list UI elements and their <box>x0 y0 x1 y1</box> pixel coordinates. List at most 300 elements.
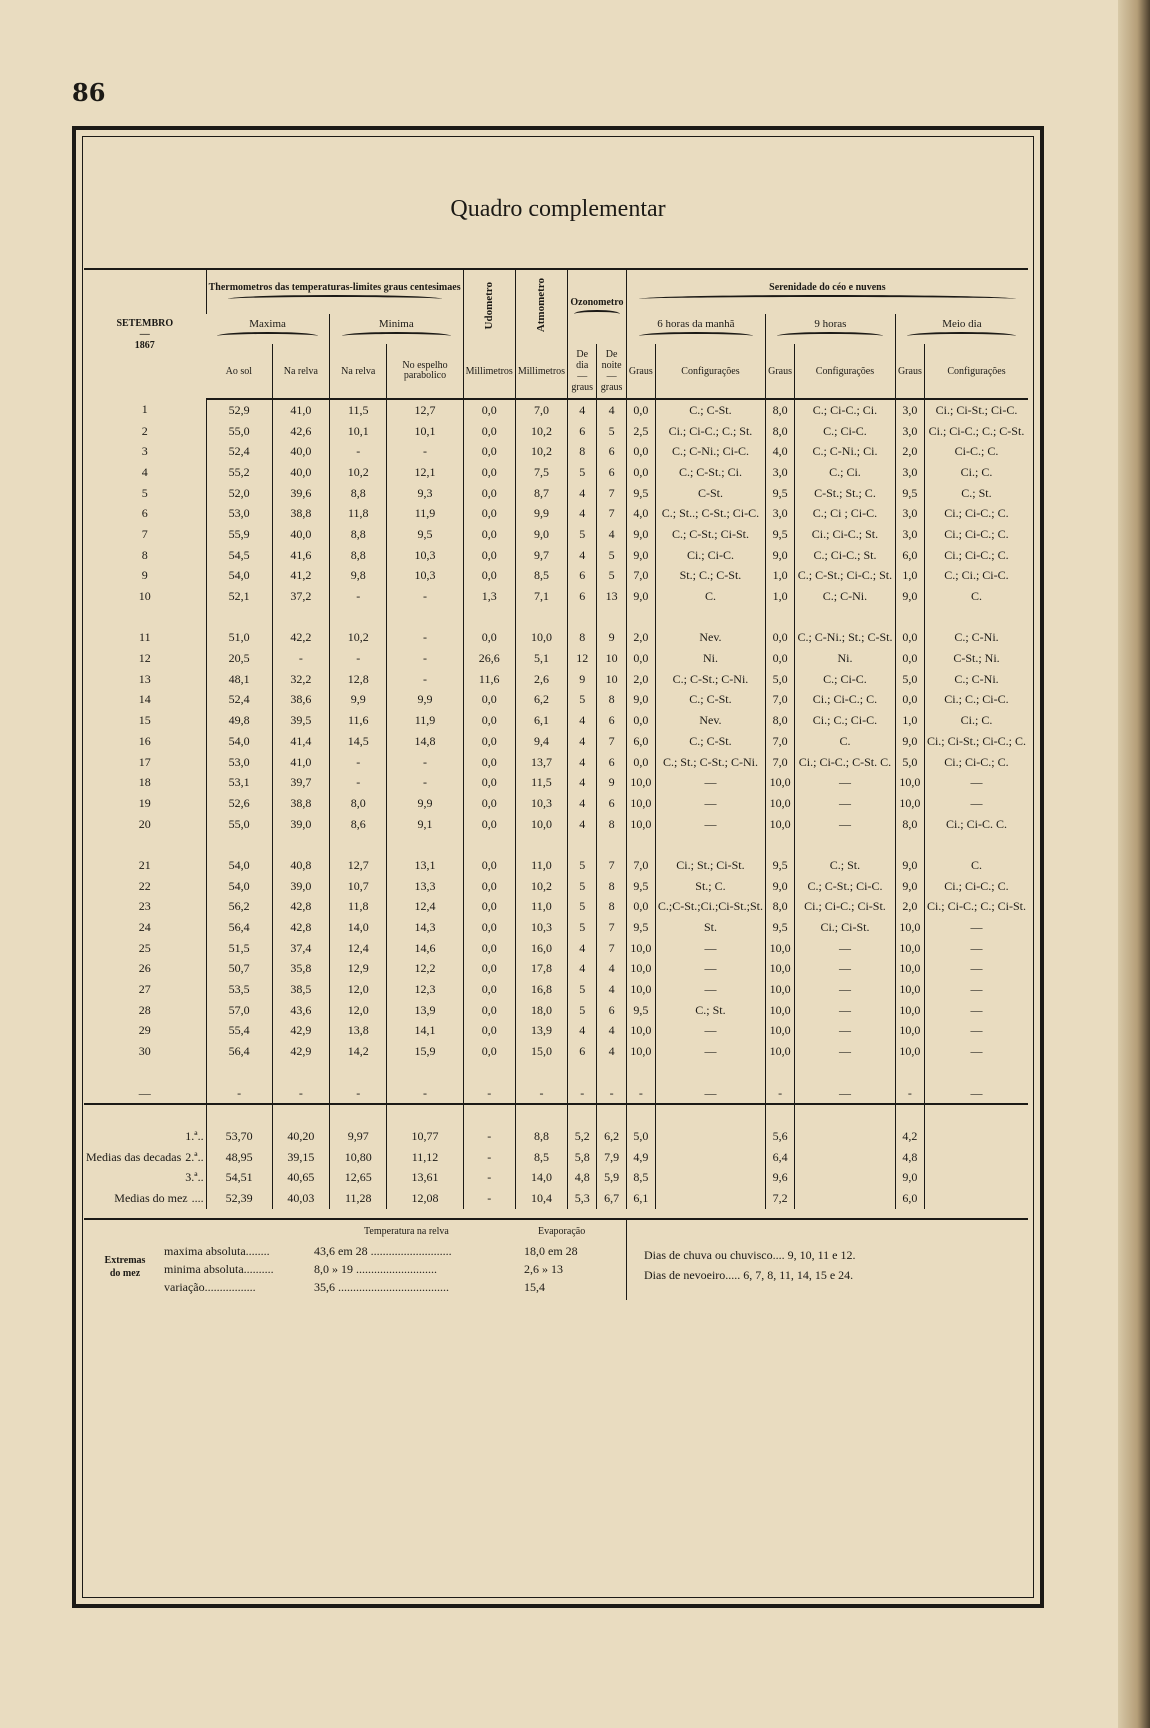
medias-cell: 40,65 <box>272 1167 329 1188</box>
table-cell: 4 <box>597 1021 626 1042</box>
table-cell: 54,0 <box>206 566 272 587</box>
table-cell: 0,0 <box>463 752 515 773</box>
medias-cell <box>655 1167 765 1188</box>
table-cell: 10,0 <box>626 1021 655 1042</box>
medias-cell <box>924 1147 1028 1168</box>
table-cell: 43,6 <box>272 1000 329 1021</box>
table-cell: 54,0 <box>206 876 272 897</box>
day-cell: 8 <box>141 547 148 562</box>
table-cell: - <box>330 752 387 773</box>
medias-cell: 8,8 <box>515 1126 567 1147</box>
table-cell: 4,0 <box>766 441 795 462</box>
medias-cell: - <box>463 1147 515 1168</box>
table-cell: - <box>387 772 463 793</box>
table-cell: 0,0 <box>463 772 515 793</box>
table-cell: 10,0 <box>626 1041 655 1062</box>
table-cell: — <box>795 1041 896 1062</box>
table-row <box>84 1000 1028 1021</box>
medias-cell: 40,03 <box>272 1188 329 1209</box>
table-cell: 7,0 <box>766 731 795 752</box>
table-cell: 0,0 <box>463 959 515 980</box>
table-cell: C-St. <box>655 483 765 504</box>
table-cell: C.; St. <box>924 483 1028 504</box>
table-cell: 39,0 <box>272 814 329 835</box>
table-cell: 9,9 <box>330 690 387 711</box>
table-cell: 42,8 <box>272 917 329 938</box>
table-cell: 38,5 <box>272 979 329 1000</box>
decade-gap <box>84 607 1028 628</box>
table-cell: 8,0 <box>766 421 795 442</box>
table-cell: 8 <box>597 814 626 835</box>
table-cell: 57,0 <box>206 1000 272 1021</box>
table-cell: 0,0 <box>626 897 655 918</box>
table-cell: 55,4 <box>206 1021 272 1042</box>
table-cell: 9,0 <box>515 524 567 545</box>
day-cell: 25 <box>138 940 151 955</box>
table-cell: C.; C-Ni. <box>924 669 1028 690</box>
table-cell: 10,0 <box>515 814 567 835</box>
table-cell: 8 <box>597 897 626 918</box>
medias-cell: 4,8 <box>895 1147 924 1168</box>
table-cell: 9,5 <box>626 483 655 504</box>
table-cell: 12,2 <box>387 959 463 980</box>
table-cell: 6,1 <box>515 710 567 731</box>
table-cell: 5 <box>568 462 597 483</box>
ao-sol-header: Ao sol <box>206 344 272 399</box>
table-cell: 16,0 <box>515 938 567 959</box>
table-cell: 0,0 <box>463 545 515 566</box>
table-cell: 54,5 <box>206 545 272 566</box>
table-cell: 9,0 <box>895 586 924 607</box>
medias-decadas-label: Medias das decadas <box>86 1149 182 1164</box>
table-cell: 9,0 <box>895 855 924 876</box>
medias-decada-row <box>84 1126 1028 1147</box>
medias-cell: 53,70 <box>206 1126 272 1147</box>
table-cell: 13,8 <box>330 1021 387 1042</box>
table-cell: — <box>655 1021 765 1042</box>
table-cell: 53,0 <box>206 752 272 773</box>
table-cell: 6 <box>597 710 626 731</box>
table-cell: 4 <box>597 1041 626 1062</box>
table-row <box>84 566 1028 587</box>
table-row <box>84 1083 1028 1105</box>
table-cell: 10,0 <box>895 772 924 793</box>
table-cell: 9,1 <box>387 814 463 835</box>
table-cell: - <box>387 752 463 773</box>
table-cell: 40,0 <box>272 462 329 483</box>
table-cell: 6 <box>568 421 597 442</box>
table-cell: 8,5 <box>515 566 567 587</box>
table-cell: 9,5 <box>766 917 795 938</box>
table-cell: C.; Ci-C.; St. <box>795 545 896 566</box>
table-cell: 6 <box>597 462 626 483</box>
table-cell: 53,5 <box>206 979 272 1000</box>
table-cell: 0,0 <box>626 399 655 421</box>
day-cell: 28 <box>138 1002 151 1017</box>
medias-cell: 8,5 <box>626 1167 655 1188</box>
table-cell: 4 <box>568 1021 597 1042</box>
serenidade-header: Serenidade do céo e nuvens <box>626 269 1028 314</box>
medias-cell <box>924 1126 1028 1147</box>
table-cell: 15,9 <box>387 1041 463 1062</box>
table-cell: — <box>655 772 765 793</box>
table-cell: 10,2 <box>515 876 567 897</box>
table-row <box>84 690 1028 711</box>
table-cell: 0,0 <box>463 855 515 876</box>
table-cell: 5,0 <box>766 669 795 690</box>
table-cell: 8,7 <box>515 483 567 504</box>
medias-cell <box>655 1126 765 1147</box>
medias-cell: 8,5 <box>515 1147 567 1168</box>
table-cell: 12,4 <box>330 938 387 959</box>
table-cell: Ni. <box>655 648 765 669</box>
medias-cell: 9,0 <box>895 1167 924 1188</box>
day-cell: 17 <box>138 754 151 769</box>
table-cell: - <box>330 1083 387 1105</box>
table-cell: - <box>387 669 463 690</box>
table-cell: 52,6 <box>206 793 272 814</box>
table-cell: 9,4 <box>515 731 567 752</box>
day-cell: 23 <box>138 899 151 914</box>
data-table <box>84 268 1028 1209</box>
table-cell: C.; C-St.; Ci-C. <box>795 876 896 897</box>
table-cell: 0,0 <box>895 628 924 649</box>
na-relva-max-header: Na relva <box>272 344 329 399</box>
day-cell: 22 <box>138 878 151 893</box>
extrema-name: variação................. <box>164 1280 256 1294</box>
medias-cell: 52,39 <box>206 1188 272 1209</box>
config-md-header: Configurações <box>924 344 1028 399</box>
medias-cell: - <box>463 1167 515 1188</box>
table-cell: 12,1 <box>387 462 463 483</box>
maxima-header: Maxima <box>206 314 329 344</box>
table-cell: 2,0 <box>626 669 655 690</box>
table-cell: 6 <box>597 1000 626 1021</box>
table-cell: 10,0 <box>766 1021 795 1042</box>
medias-cell: 5,8 <box>568 1147 597 1168</box>
table-cell: 12,0 <box>330 1000 387 1021</box>
table-cell: 9 <box>597 628 626 649</box>
table-cell: Ci.; C.; Ci-C. <box>795 710 896 731</box>
table-cell: 42,8 <box>272 897 329 918</box>
table-cell: 8 <box>597 876 626 897</box>
table-cell: 4 <box>568 545 597 566</box>
table-cell: C.; C-St. <box>655 731 765 752</box>
table-cell: 0,0 <box>463 690 515 711</box>
table-cell: 52,1 <box>206 586 272 607</box>
table-cell: 7 <box>597 855 626 876</box>
table-cell: 3,0 <box>766 503 795 524</box>
table-cell: 10,0 <box>766 772 795 793</box>
medias-label <box>84 1126 206 1147</box>
table-cell: 7 <box>597 483 626 504</box>
table-cell: 10,0 <box>626 979 655 1000</box>
table-cell: 15,0 <box>515 1041 567 1062</box>
extrema-temp: 35,6 ..................................... <box>314 1280 449 1294</box>
day-cell: 5 <box>141 485 148 500</box>
table-cell: Ci.; Ci-C.; C.; St. <box>655 421 765 442</box>
table-cell: 6 <box>568 1041 597 1062</box>
table-cell: 0,0 <box>463 503 515 524</box>
de-dia-header: De dia — graus <box>568 344 597 399</box>
table-row <box>84 545 1028 566</box>
extrema-evap: 15,4 <box>524 1280 545 1294</box>
table-cell: 10,0 <box>626 938 655 959</box>
medias-period: 2.ª.. <box>185 1149 204 1164</box>
medias-cell: 9,6 <box>766 1167 795 1188</box>
table-cell: - <box>330 648 387 669</box>
table-cell: 10,7 <box>330 876 387 897</box>
table-cell: 11,0 <box>515 855 567 876</box>
evaporacao-header: Evaporação <box>538 1226 586 1237</box>
extrema-name: minima absoluta.......... <box>164 1262 274 1276</box>
table-cell: 11,0 <box>515 897 567 918</box>
daily-rows <box>84 399 1028 1104</box>
table-cell: 9 <box>568 669 597 690</box>
table-cell: — <box>655 1041 765 1062</box>
day-cell: 6 <box>141 506 148 521</box>
table-cell: 10,2 <box>330 628 387 649</box>
table-cell: 6,0 <box>626 731 655 752</box>
day-cell: 3 <box>141 444 148 459</box>
table-cell: 12,0 <box>330 979 387 1000</box>
table-cell: 14,6 <box>387 938 463 959</box>
table-cell: 14,1 <box>387 1021 463 1042</box>
medias-cell <box>795 1147 896 1168</box>
table-cell: 11,5 <box>330 399 387 421</box>
table-cell: 5 <box>568 690 597 711</box>
table-cell: 7,0 <box>626 566 655 587</box>
table-cell: C.; Ci-C. <box>795 421 896 442</box>
table-cell: 7 <box>597 938 626 959</box>
medias-period: .... <box>191 1190 204 1205</box>
table-cell: 5 <box>568 1000 597 1021</box>
table-cell: 14,8 <box>387 731 463 752</box>
table-cell: - <box>387 648 463 669</box>
table-cell: 48,1 <box>206 669 272 690</box>
table-cell: 0,0 <box>463 1021 515 1042</box>
table-cell: C. <box>795 731 896 752</box>
table-cell: 9,9 <box>387 690 463 711</box>
table-cell: 38,8 <box>272 503 329 524</box>
table-cell: Ci.; C.; Ci-C. <box>924 690 1028 711</box>
medias-cell: 54,51 <box>206 1167 272 1188</box>
table-cell: 0,0 <box>463 793 515 814</box>
table-row <box>84 876 1028 897</box>
table-cell: 9,0 <box>626 586 655 607</box>
table-cell: 5 <box>568 855 597 876</box>
day-cell: 21 <box>138 857 151 872</box>
medias-cell: 11,28 <box>330 1188 387 1209</box>
table-cell: 40,0 <box>272 524 329 545</box>
table-row <box>84 421 1028 442</box>
table-cell: C. <box>924 855 1028 876</box>
table-cell: 4 <box>568 814 597 835</box>
table-cell: - <box>330 772 387 793</box>
table-cell: — <box>795 979 896 1000</box>
medias-label <box>84 1147 206 1168</box>
table-row <box>84 462 1028 483</box>
medias-cell <box>655 1188 765 1209</box>
table-cell: — <box>924 1041 1028 1062</box>
extrema-temp: 8,0 » 19 ........................... <box>314 1262 437 1276</box>
table-cell: 50,7 <box>206 959 272 980</box>
table-cell: 5 <box>568 897 597 918</box>
medias-period: 3.ª.. <box>185 1170 204 1185</box>
ozonometro-header: Ozonometro <box>568 269 627 344</box>
table-cell: C.; C-St.; Ci-St. <box>655 524 765 545</box>
table-cell: 54,0 <box>206 731 272 752</box>
table-cell: 38,6 <box>272 690 329 711</box>
table-cell: C-St.; Ni. <box>924 648 1028 669</box>
medias-mez-row <box>84 1188 1028 1209</box>
table-cell: 4 <box>568 959 597 980</box>
medias-cell: - <box>463 1126 515 1147</box>
table-cell: 37,2 <box>272 586 329 607</box>
table-cell: 4 <box>597 399 626 421</box>
medias-cell: 4,9 <box>626 1147 655 1168</box>
medias-cell: 10,4 <box>515 1188 567 1209</box>
extrema-name: maxima absoluta........ <box>164 1244 270 1258</box>
table-cell: 9,0 <box>895 731 924 752</box>
table-cell: — <box>924 1000 1028 1021</box>
table-cell: — <box>795 1083 896 1105</box>
table-cell: 0,0 <box>895 690 924 711</box>
medias-separator <box>84 1104 1028 1126</box>
table-cell: - <box>272 1083 329 1105</box>
table-cell: 52,9 <box>206 399 272 421</box>
table-cell: 0,0 <box>463 628 515 649</box>
table-cell: 20,5 <box>206 648 272 669</box>
medias-cell: 11,12 <box>387 1147 463 1168</box>
table-cell: C.; St.; C-St.; C-Ni. <box>655 752 765 773</box>
table-row <box>84 793 1028 814</box>
graus-6-header: Graus <box>626 344 655 399</box>
medias-cell <box>795 1167 896 1188</box>
table-cell: Ci.; Ci-C. <box>655 545 765 566</box>
table-cell: 0,0 <box>626 441 655 462</box>
table-cell: — <box>924 959 1028 980</box>
table-cell: 9,3 <box>387 483 463 504</box>
table-cell: 41,4 <box>272 731 329 752</box>
table-cell: C.; C-St.; Ci. <box>655 462 765 483</box>
table-cell: 10,0 <box>766 938 795 959</box>
table-cell: 2,5 <box>626 421 655 442</box>
table-cell: 10,0 <box>895 1041 924 1062</box>
table-cell: 39,6 <box>272 483 329 504</box>
table-cell: 55,2 <box>206 462 272 483</box>
table-cell: 42,9 <box>272 1041 329 1062</box>
table-cell: 6 <box>568 566 597 587</box>
table-row <box>84 586 1028 607</box>
day-cell: 30 <box>138 1044 151 1059</box>
day-cell: 24 <box>138 920 151 935</box>
table-cell: 39,7 <box>272 772 329 793</box>
table-cell: 0,0 <box>463 399 515 421</box>
table-cell: 12,7 <box>330 855 387 876</box>
table-cell: 12,7 <box>387 399 463 421</box>
table-cell: C-St.; St.; C. <box>795 483 896 504</box>
page-number: 86 <box>72 78 106 107</box>
table-cell: 3,0 <box>895 524 924 545</box>
table-cell: C.; C-Ni.; Ci-C. <box>655 441 765 462</box>
table-cell: 1,0 <box>895 566 924 587</box>
table-cell: 5 <box>568 917 597 938</box>
table-cell: 9,0 <box>766 545 795 566</box>
table-cell: — <box>655 979 765 1000</box>
table-cell: 7,0 <box>515 399 567 421</box>
table-cell: 10,0 <box>895 917 924 938</box>
day-cell: 4 <box>141 464 148 479</box>
table-cell: 4 <box>568 731 597 752</box>
table-cell: 0,0 <box>766 648 795 669</box>
table-cell: - <box>387 628 463 649</box>
table-row <box>84 959 1028 980</box>
table-cell: 10,0 <box>766 1000 795 1021</box>
table-cell: — <box>924 1083 1028 1105</box>
table-cell: — <box>655 793 765 814</box>
table-cell: Ci-C.; C. <box>924 441 1028 462</box>
na-relva-min-header: Na relva <box>330 344 387 399</box>
table-cell: 10,0 <box>626 793 655 814</box>
table-cell: 3,0 <box>895 421 924 442</box>
day-cell: 26 <box>138 961 151 976</box>
table-cell: C.; Ci-C.; Ci. <box>795 399 896 421</box>
day-cell: 16 <box>138 733 151 748</box>
table-cell: 53,1 <box>206 772 272 793</box>
table-cell: 13,9 <box>387 1000 463 1021</box>
table-cell: 42,9 <box>272 1021 329 1042</box>
page-edge <box>1118 0 1150 1728</box>
table-cell: 7,1 <box>515 586 567 607</box>
table-cell: 8,0 <box>766 897 795 918</box>
table-cell: 8 <box>597 690 626 711</box>
table-cell: 9,5 <box>766 524 795 545</box>
table-cell: 13,9 <box>515 1021 567 1042</box>
table-cell: 9,9 <box>387 793 463 814</box>
extrema-evap: 2,6 » 13 <box>524 1262 563 1276</box>
table-cell: 4,0 <box>626 503 655 524</box>
medias-cell <box>795 1126 896 1147</box>
table-cell: 2,0 <box>895 441 924 462</box>
config-6-header: Configurações <box>655 344 765 399</box>
graus-md-header: Graus <box>895 344 924 399</box>
table-cell: 0,0 <box>463 1041 515 1062</box>
table-cell: 10,0 <box>895 793 924 814</box>
table-cell: 8,8 <box>330 545 387 566</box>
table-cell: 2,0 <box>626 628 655 649</box>
table-cell: 8 <box>568 628 597 649</box>
table-cell: 42,2 <box>272 628 329 649</box>
table-cell: 14,3 <box>387 917 463 938</box>
medias-decada-row <box>84 1167 1028 1188</box>
table-cell: 32,2 <box>272 669 329 690</box>
table-cell: 0,0 <box>463 938 515 959</box>
table-cell: 52,4 <box>206 690 272 711</box>
table-cell: — <box>924 979 1028 1000</box>
table-cell: 0,0 <box>626 710 655 731</box>
table-cell: 5 <box>568 876 597 897</box>
table-cell: - <box>387 586 463 607</box>
table-cell: 9,0 <box>626 690 655 711</box>
table-cell: C.; Ci.; Ci-C. <box>924 566 1028 587</box>
table-cell: - <box>568 1083 597 1105</box>
table-cell: 7 <box>597 917 626 938</box>
medias-cell: 6,4 <box>766 1147 795 1168</box>
table-cell: 4 <box>597 524 626 545</box>
table-cell: - <box>387 1083 463 1105</box>
table-cell: 5 <box>597 421 626 442</box>
